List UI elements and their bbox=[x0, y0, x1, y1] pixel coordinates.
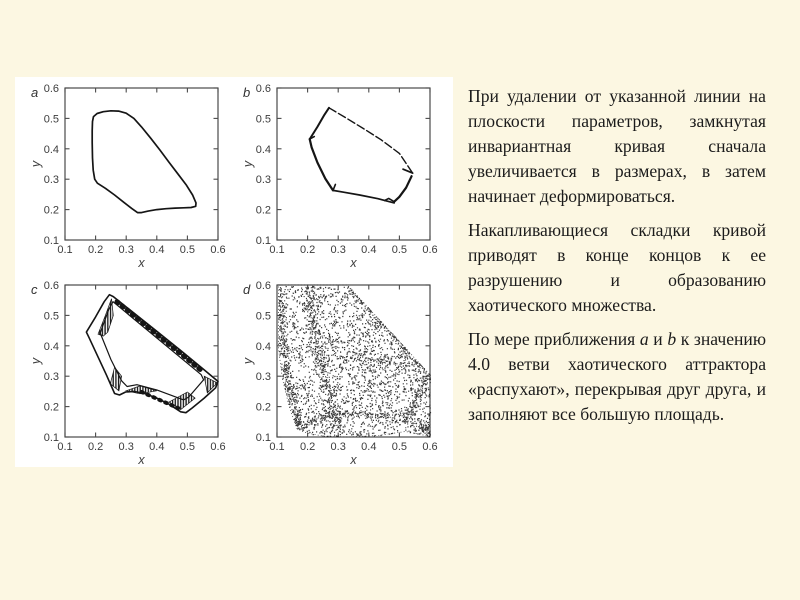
y-tick-label: 0.1 bbox=[255, 432, 271, 444]
x-tick-label: 0.6 bbox=[210, 244, 226, 256]
x-tick-label: 0.4 bbox=[149, 244, 165, 256]
panel-letter: c bbox=[31, 282, 38, 297]
paragraph bbox=[468, 218, 766, 318]
x-tick-label: 0.4 bbox=[361, 244, 377, 256]
y-tick-label: 0.6 bbox=[43, 280, 59, 292]
subplot-b bbox=[241, 83, 438, 270]
y-tick-label: 0.5 bbox=[43, 113, 59, 126]
x-tick-label: 0.3 bbox=[118, 441, 134, 453]
y-tick-label: 0.1 bbox=[255, 235, 271, 247]
y-tick-label: 0.1 bbox=[43, 432, 59, 444]
x-tick-label: 0.6 bbox=[422, 244, 438, 256]
subplot-d bbox=[241, 280, 438, 467]
paragraph-text: и bbox=[648, 329, 668, 349]
paragraph bbox=[468, 84, 766, 209]
x-tick-label: 0.5 bbox=[391, 244, 408, 256]
x-tick-label: 0.2 bbox=[87, 244, 104, 256]
panel-letter: d bbox=[243, 282, 251, 297]
x-tick-label: 0.4 bbox=[361, 441, 377, 453]
y-tick-label: 0.1 bbox=[43, 235, 59, 247]
paragraph-text: При удалении от указанной линии на плоскости параметров, замкнутая инвариантная кривая сначала увеличивается в размерах, в затем начинает деформироваться. bbox=[468, 86, 766, 206]
figure-plots bbox=[15, 77, 453, 467]
x-tick-label: 0.1 bbox=[269, 441, 285, 453]
x-axis-label: x bbox=[138, 453, 145, 467]
text-column bbox=[468, 84, 766, 436]
y-tick-label: 0.5 bbox=[43, 310, 59, 323]
axes-box bbox=[277, 88, 430, 240]
y-tick-label: 0.6 bbox=[255, 83, 271, 95]
y-tick-label: 0.4 bbox=[43, 143, 59, 156]
panel-letter: b bbox=[243, 85, 251, 100]
x-tick-label: 0.2 bbox=[299, 441, 316, 453]
y-tick-label: 0.3 bbox=[43, 174, 59, 187]
x-tick-label: 0.3 bbox=[118, 244, 134, 256]
y-axis-label: y bbox=[241, 160, 255, 168]
x-axis-label: x bbox=[350, 256, 357, 270]
y-tick-label: 0.6 bbox=[43, 83, 59, 95]
y-tick-label: 0.2 bbox=[43, 401, 59, 414]
y-tick-label: 0.4 bbox=[255, 143, 271, 156]
y-tick-label: 0.4 bbox=[255, 340, 271, 353]
paragraph-text: к значению 4.0 ветви хаотического аттрактора «распухают», перекрывая друг друга, и заполняют все большую площадь. bbox=[468, 329, 766, 424]
axes-box bbox=[65, 285, 218, 437]
x-tick-label: 0.2 bbox=[299, 244, 316, 256]
x-tick-label: 0.4 bbox=[149, 441, 165, 453]
x-tick-label: 0.5 bbox=[391, 441, 408, 453]
panel-letter: a bbox=[31, 85, 39, 100]
paragraph-text: По мере приближения bbox=[468, 329, 640, 349]
y-tick-label: 0.2 bbox=[255, 204, 271, 217]
y-axis-label: y bbox=[241, 357, 255, 365]
subplot-a bbox=[29, 83, 226, 270]
x-tick-label: 0.5 bbox=[179, 244, 196, 256]
y-tick-label: 0.6 bbox=[255, 280, 271, 292]
x-tick-label: 0.3 bbox=[330, 244, 346, 256]
y-axis-label: y bbox=[29, 357, 43, 365]
figure-panel bbox=[15, 77, 453, 467]
y-tick-label: 0.3 bbox=[43, 371, 59, 384]
y-tick-label: 0.5 bbox=[255, 310, 271, 323]
x-tick-label: 0.6 bbox=[210, 441, 226, 453]
y-tick-label: 0.5 bbox=[255, 113, 271, 126]
y-tick-label: 0.3 bbox=[255, 174, 271, 187]
x-axis-label: x bbox=[350, 453, 357, 467]
x-tick-label: 0.6 bbox=[422, 441, 438, 453]
x-tick-label: 0.1 bbox=[269, 244, 285, 256]
x-axis-label: x bbox=[138, 256, 145, 270]
parameter-symbol: a bbox=[639, 329, 649, 349]
parameter-symbol: b bbox=[667, 329, 677, 349]
y-axis-label: y bbox=[29, 160, 43, 168]
y-tick-label: 0.4 bbox=[43, 340, 59, 353]
y-tick-label: 0.2 bbox=[43, 204, 59, 217]
paragraph bbox=[468, 327, 766, 427]
x-tick-label: 0.1 bbox=[57, 244, 73, 256]
x-tick-label: 0.2 bbox=[87, 441, 104, 453]
x-tick-label: 0.3 bbox=[330, 441, 346, 453]
x-tick-label: 0.1 bbox=[57, 441, 73, 453]
paragraph-text: Накапливающиеся складки кривой приводят в конце концов к ее разрушению и образованию хаотического множества. bbox=[468, 220, 766, 315]
x-tick-label: 0.5 bbox=[179, 441, 196, 453]
subplot-c bbox=[29, 280, 226, 467]
y-tick-label: 0.3 bbox=[255, 371, 271, 384]
y-tick-label: 0.2 bbox=[255, 401, 271, 414]
axes-box bbox=[65, 88, 218, 240]
